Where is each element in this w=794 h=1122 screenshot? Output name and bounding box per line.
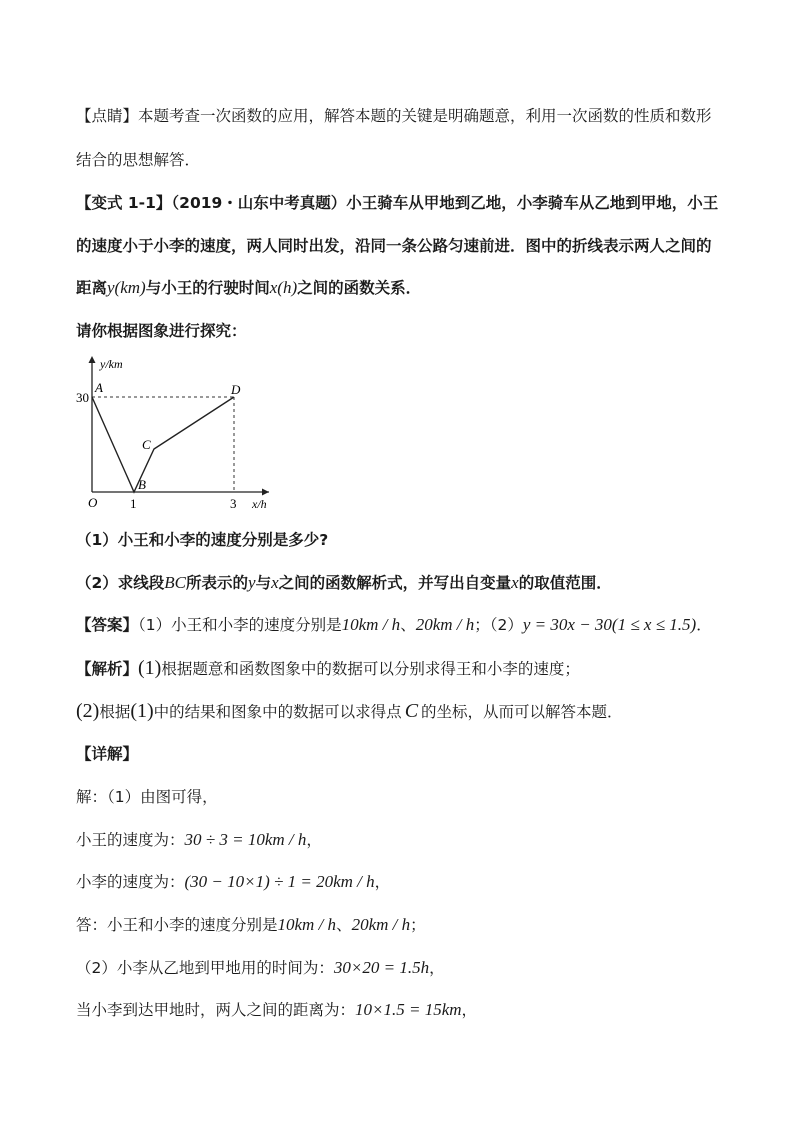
variant-source: （2019・山东中考真题）: [171, 194, 347, 212]
question-1: （1）小王和小李的速度分别是多少?: [76, 531, 329, 549]
variant-line-2: [76, 235, 712, 257]
variant-instruction: 请你根据图象进行探究：: [76, 322, 247, 340]
point-a-label: A: [95, 380, 103, 395]
variant-text-3c: 之间的函数关系．: [297, 279, 422, 297]
x-h-expression: x(h): [269, 278, 298, 297]
origin-label: O: [88, 495, 98, 510]
analysis-line-1: [76, 657, 580, 680]
detail-l3-expr: (30 − 10×1) ÷ 1 = 20km / h: [184, 872, 375, 891]
detail-l4-sep: 、: [336, 916, 352, 934]
analysis-text-2a: 根据: [99, 703, 131, 721]
y-km-expression: y(km): [107, 278, 146, 297]
x-axis-label: x/h: [252, 497, 267, 511]
dianjing-tag: 【点睛】: [76, 107, 139, 125]
answer-part-2: ；（2）: [474, 616, 523, 634]
question-2-e: 的取值范围．: [518, 574, 612, 592]
y-axis-label: y/km: [100, 357, 123, 371]
detail-line-6: [76, 999, 477, 1021]
var-y: y: [248, 573, 256, 592]
analysis-num-3: (1): [130, 700, 154, 722]
question-2: [76, 572, 612, 594]
analysis-num-2: (2): [76, 700, 100, 722]
point-b-label: B: [138, 477, 146, 492]
answer-tag: 【答案】: [76, 616, 139, 634]
point-c-label: C: [142, 437, 151, 452]
answer-speed-1: 10km / h: [341, 615, 401, 634]
detail-line-4: [76, 914, 426, 936]
y-tick-30: 30: [76, 390, 89, 405]
variant-text-3b: 与小王的行驶时间: [145, 279, 270, 297]
question-2-d: 之间的函数解析式，并写出自变量: [278, 574, 512, 592]
detail-l4-e: ；: [410, 916, 426, 934]
question-2-c: 与: [255, 574, 272, 592]
x-axis-arrow-icon: [262, 489, 269, 496]
dianjing-text-2: 结合的思想解答．: [76, 151, 201, 169]
point-d-label: D: [231, 382, 241, 397]
answer-line: [76, 614, 712, 636]
variant-line-1: [76, 192, 718, 214]
detail-line-2: [76, 829, 322, 851]
answer-formula: y = 30x − 30(1 ≤ x ≤ 1.5): [522, 615, 697, 634]
dianjing-line-1: [76, 105, 712, 127]
answer-end: ．: [696, 616, 712, 634]
answer-part-1: （1）小王和小李的速度分别是: [138, 616, 342, 634]
analysis-num-1: (1): [138, 657, 162, 679]
dianjing-line-2: [76, 149, 200, 171]
dianjing-text-1: 本题考查一次函数的应用，解答本题的关键是明确题意，利用一次函数的性质和数形: [138, 107, 712, 125]
variant-text-2: 的速度小于小李的速度，两人同时出发，沿同一条公路匀速前进．图中的折线表示两人之间的: [76, 237, 712, 255]
detail-l5-a: （2）小李从乙地到甲地用的时间为：: [76, 959, 334, 977]
variant-tag: 【变式 1-1】: [76, 194, 172, 212]
segment-bc: BC: [164, 573, 187, 592]
detail-line-3: [76, 871, 390, 893]
detail-l5-expr: 30×20 = 1.5h: [333, 958, 430, 977]
answer-sep: 、: [400, 616, 416, 634]
detail-l3-c: ，: [374, 873, 391, 891]
detail-l6-c: ，: [461, 1001, 478, 1019]
y-axis-arrow-icon: [89, 356, 96, 363]
variant-text-1: 小王骑车从甲地到乙地，小李骑车从乙地到甲地，小王: [346, 194, 719, 212]
detail-l6-a: 当小李到达甲地时，两人之间的距离为：: [76, 1001, 356, 1019]
var-x: x: [271, 573, 279, 592]
question-2-a: （2）求线段: [76, 574, 165, 592]
analysis-text-2b: 中的结果和图象中的数据可以求得点: [153, 703, 402, 721]
detail-l4-v2: 20km / h: [351, 915, 411, 934]
graph-polyline: [92, 397, 234, 492]
detail-tag: 【详解】: [76, 745, 139, 763]
detail-l5-c: ，: [429, 959, 445, 977]
x-tick-1: 1: [130, 496, 137, 511]
variant-line-3: [76, 277, 421, 299]
answer-speed-2: 20km / h: [415, 615, 475, 634]
detail-l2-c: ，: [306, 831, 322, 849]
analysis-text-2c: 的坐标，从而可以解答本题．: [421, 703, 623, 721]
detail-l2-expr: 30 ÷ 3 = 10km / h: [184, 830, 307, 849]
x-tick-3: 3: [230, 496, 237, 511]
detail-line-1: 解：（1）由图可得，: [76, 788, 218, 806]
variant-text-3a: 距离: [76, 279, 108, 297]
function-graph: [74, 352, 274, 512]
detail-l4-v1: 10km / h: [277, 915, 337, 934]
point-c: C: [404, 700, 419, 722]
detail-line-5: [76, 957, 445, 979]
detail-l4-a: 答：小王和小李的速度分别是: [76, 916, 278, 934]
detail-l2-a: 小王的速度为：: [76, 831, 185, 849]
detail-l3-a: 小李的速度为：: [76, 873, 185, 891]
analysis-line-2: [76, 700, 623, 723]
question-2-b: 所表示的: [186, 574, 249, 592]
var-x-2: x: [511, 573, 519, 592]
detail-l6-expr: 10×1.5 = 15km: [355, 1000, 462, 1019]
analysis-tag: 【解析】: [76, 660, 139, 678]
analysis-text-1: 根据题意和函数图象中的数据可以分别求得王和小李的速度；: [161, 660, 580, 678]
